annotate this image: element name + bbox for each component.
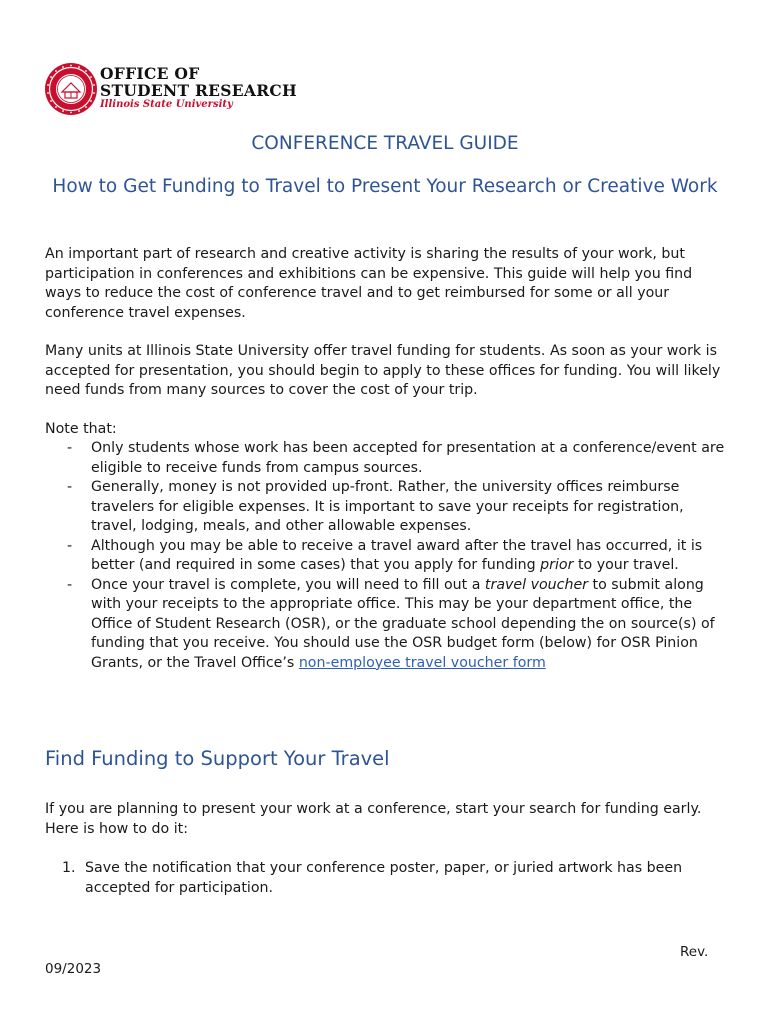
note-text-part: Although you may be able to receive a travel award after the travel has occurred, it is better (and required in some cases) that you apply for funding bbox=[91, 537, 703, 573]
step-number: 1. bbox=[62, 860, 76, 876]
emphasis-prior: prior bbox=[540, 557, 574, 573]
note-text-part: Once your travel is complete, you will need to fill out a bbox=[91, 576, 485, 593]
note-text-part: to submit along with your receipts to the appropriate office. This may be your department office, the Office of Student Research (OSR), or the graduate school depending the on source(s) of funding that you receive. You should use the OSR budget form (below) for OSR Pinion Grants, or the Travel Office’s bbox=[91, 576, 715, 671]
page-title: CONFERENCE TRAVEL GUIDE bbox=[251, 133, 519, 154]
university-seal-icon bbox=[44, 62, 98, 116]
logo-student-research: STUDENT RESEARCH bbox=[100, 81, 297, 100]
revision-label: Rev. bbox=[680, 944, 709, 960]
note-text: Generally, money is not provided up-front. Rather, the university offices reimburse travelers for eligible expenses. It is important to save your receipts for registration, travel, lodging, meals, and other allowable expenses. bbox=[91, 479, 684, 534]
section-heading: Find Funding to Support Your Travel bbox=[45, 747, 390, 770]
bullet-dash: - bbox=[67, 440, 73, 456]
units-paragraph: Many units at Illinois State University offer travel funding for students. As soon as your work is accepted for presentation, you should begin to apply to these offices for funding. You will likely need funds from many sources to cover the cost of your trip. bbox=[45, 343, 721, 398]
list-item bbox=[45, 439, 730, 478]
list-item bbox=[45, 576, 730, 674]
note-text: Only students whose work has been accepted for presentation at a conference/event are eligible to receive funds from campus sources. bbox=[91, 440, 725, 476]
logo-wordmark bbox=[100, 65, 310, 111]
note-text-part: to your travel. bbox=[573, 557, 679, 573]
logo-university-name: Illinois State University bbox=[100, 99, 233, 110]
osr-logo bbox=[44, 62, 304, 118]
bullet-dash: - bbox=[67, 479, 73, 495]
note-text bbox=[91, 538, 702, 574]
notes-list bbox=[45, 439, 730, 673]
step-text: Save the notification that your conference poster, paper, or juried artwork has been accepted for participation. bbox=[85, 860, 683, 896]
bullet-dash: - bbox=[67, 537, 73, 554]
emphasis-travel-voucher: travel voucher bbox=[484, 576, 589, 593]
page-subtitle: How to Get Funding to Travel to Present Your Research or Creative Work bbox=[52, 176, 718, 197]
travel-voucher-form-link[interactable]: non-employee travel voucher form bbox=[298, 654, 546, 671]
note-text bbox=[91, 577, 715, 671]
list-item bbox=[45, 859, 730, 898]
steps-list bbox=[45, 859, 730, 898]
intro-paragraph: An important part of research and creative activity is sharing the results of your work, but participation in conferences and exhibitions can be expensive. This guide will help you find ways to reduce the cost of conference travel and to get reimbursed for some or all your conference travel expenses. bbox=[45, 246, 693, 321]
logo-office-of: OFFICE OF bbox=[100, 64, 200, 83]
list-item bbox=[45, 537, 730, 576]
note-label: Note that: bbox=[45, 421, 117, 437]
section-paragraph: If you are planning to present your work at a conference, start your search for funding early. Here is how to do it: bbox=[45, 801, 702, 837]
revision-date: 09/2023 bbox=[45, 961, 102, 977]
list-item bbox=[45, 478, 730, 537]
bullet-dash: - bbox=[67, 576, 73, 593]
